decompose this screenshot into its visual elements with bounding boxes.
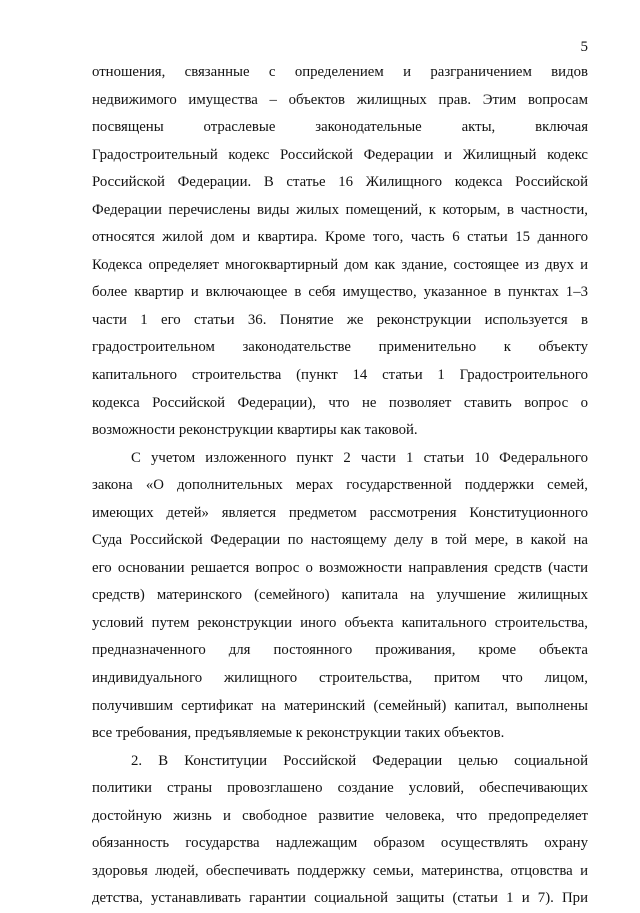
text-line: кодекса Российской Федерации), что не позволяет ставить вопрос о [92,394,588,411]
text-line: индивидуального жилищного строительства, притом что лицом, [92,670,588,687]
text-line: Кодекса определяет многоквартирный дом как здание, состоящее из двух и [92,256,588,273]
text-line: средств) материнского (семейного) капитала на улучшение жилищных [92,587,588,604]
text-line: его основании решается вопрос о возможности направления средств (части [92,559,588,576]
text-line: недвижимого имущества – объектов жилищных прав. Этим вопросам [92,91,588,108]
text-line: политики страны провозглашено создание условий, обеспечивающих [92,780,588,797]
text-line: детства, устанавливать гарантии социальной защиты (статьи 1 и 7). При [92,890,588,907]
paragraph-first-line: 2. В Конституции Российской Федерации целью социальной [131,752,588,769]
text-line: капитального строительства (пункт 14 статьи 1 Градостроительного [92,367,588,384]
text-line: отношения, связанные с определением и разграничением видов [92,64,588,80]
text-line: условий путем реконструкции иного объекта капитального строительства, [92,614,588,631]
text-line: все требования, предъявляемые к реконструкции таких объектов. [92,725,505,742]
text-line: Федерации перечислены виды жилых помещений, к которым, в частности, [92,201,588,218]
text-line: Суда Российской Федерации по настоящему делу в той мере, в какой на [92,532,588,549]
text-line: здоровья людей, обеспечивать поддержку семьи, материнства, отцовства и [92,862,588,879]
text-line: имеющих детей» является предметом рассмотрения Конституционного [92,504,588,521]
text-line: более квартир и включающее в себя имущество, указанное в пунктах 1–3 [92,284,588,301]
text-line: градостроительном законодательстве применительно к объекту [92,339,588,356]
text-line: Градостроительный кодекс Российской Федерации и Жилищный кодекс [92,146,588,163]
text-line: относятся жилой дом и квартира. Кроме того, часть 6 статьи 15 данного [92,229,588,246]
text-line: возможности реконструкции квартиры как таковой. [92,422,418,439]
text-line: предназначенного для постоянного проживания, кроме объекта [92,642,588,659]
page-number: 5 [580,39,588,55]
text-line: посвящены отраслевые законодательные акты, включая [92,119,588,136]
text-line: части 1 его статьи 36. Понятие же реконструкции используется в [92,311,588,328]
body-text [92,59,588,913]
text-line: Российской Федерации. В статье 16 Жилищного кодекса Российской [92,174,588,191]
text-line: достойную жизнь и свободное развитие человека, что предопределяет [92,807,588,824]
text-line: закона «О дополнительных мерах государственной поддержки семей, [92,477,588,494]
text-line: обязанность государства надлежащим образом осуществлять охрану [92,835,588,852]
text-line: получившим сертификат на материнский (семейный) капитал, выполнены [92,697,588,714]
paragraph-first-line: С учетом изложенного пункт 2 части 1 статьи 10 Федерального [131,449,588,466]
